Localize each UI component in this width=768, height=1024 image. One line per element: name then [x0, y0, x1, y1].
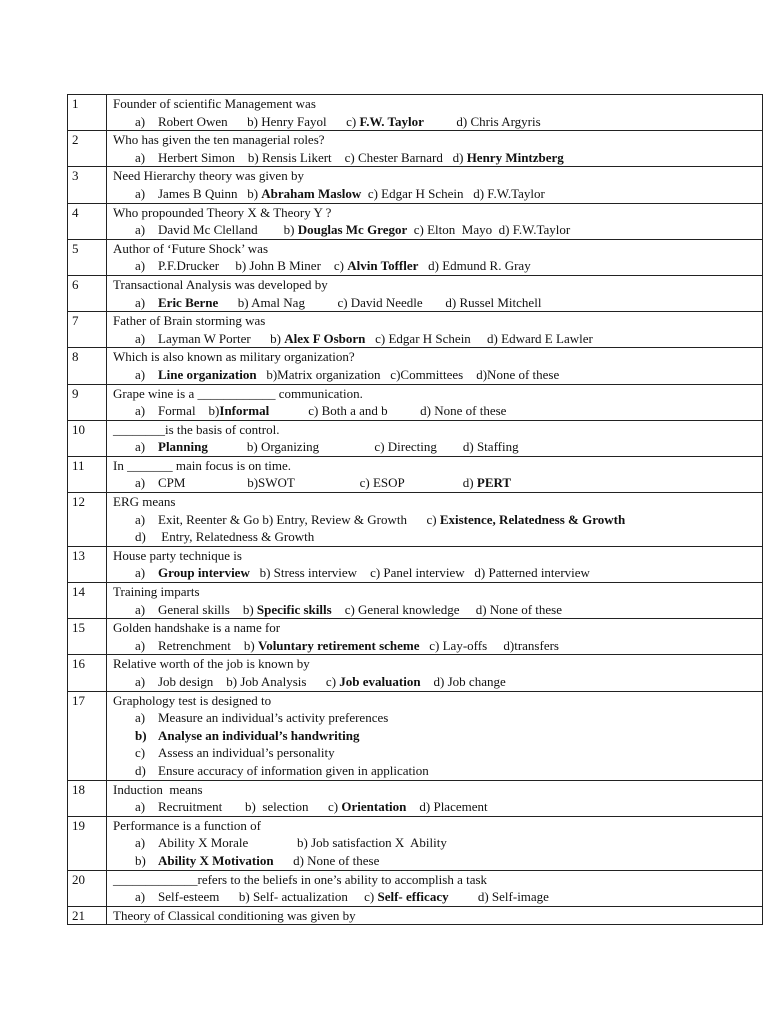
question-row — [68, 203, 763, 239]
option-label: a) — [135, 475, 146, 491]
question-number: 16 — [68, 655, 107, 691]
question-body — [107, 275, 763, 311]
option-label: c) — [135, 745, 146, 761]
question-row — [68, 583, 763, 619]
question-text: Theory of Classical conditioning was given by — [113, 907, 356, 923]
question-row — [68, 546, 763, 582]
question-body — [107, 456, 763, 492]
question-body — [107, 546, 763, 582]
question-text: ________is the basis of control. — [113, 421, 280, 437]
option-line — [113, 601, 762, 619]
option-text: Layman W Porter b) — [158, 330, 285, 346]
option-text: Recruitment b) selection c) — [158, 799, 342, 815]
question-text: Training imparts — [113, 584, 200, 600]
question-row — [68, 691, 763, 780]
correct-answer: Voluntary retirement scheme — [258, 637, 420, 653]
option-label: b) — [135, 852, 146, 868]
question-text: Father of Brain storming was — [113, 313, 266, 329]
question-body — [107, 493, 763, 547]
question-text: Founder of scientific Management was — [113, 96, 316, 111]
question-number: 14 — [68, 583, 107, 619]
correct-answer: PERT — [476, 475, 512, 491]
option-text: d) Placement — [406, 799, 488, 815]
option-text: c) Lay-offs d)transfers — [419, 637, 559, 653]
correct-answer: Henry Mintzberg — [466, 149, 564, 165]
option-label: a) — [135, 710, 146, 726]
question-body — [107, 95, 763, 131]
question-number: 4 — [68, 203, 107, 239]
option-line — [113, 709, 762, 727]
option-line — [113, 438, 762, 456]
question-text: Graphology test is designed to — [113, 692, 272, 708]
option-label: a) — [135, 565, 146, 581]
question-row — [68, 493, 763, 547]
question-text: Grape wine is a ____________ communication. — [113, 385, 363, 401]
question-text: Performance is a function of — [113, 817, 262, 833]
question-text: House party technique is — [113, 547, 242, 563]
question-text: Relative worth of the job is known by — [113, 656, 310, 672]
option-line — [113, 330, 762, 348]
option-line — [113, 762, 762, 780]
question-row — [68, 312, 763, 348]
question-row — [68, 420, 763, 456]
correct-answer: Alex F Osborn — [284, 330, 366, 346]
option-line — [113, 727, 762, 745]
question-table — [67, 94, 763, 925]
question-text: Who has given the ten managerial roles? — [113, 132, 325, 148]
option-text: Job design b) Job Analysis c) — [158, 674, 340, 689]
question-number: 2 — [68, 131, 107, 167]
correct-answer: Planning — [158, 439, 208, 455]
question-body — [107, 312, 763, 348]
question-number: 18 — [68, 780, 107, 816]
question-text: Transactional Analysis was developed by — [113, 276, 328, 292]
question-body — [107, 816, 763, 870]
option-text: Retrenchment b) — [158, 637, 258, 653]
option-line — [113, 798, 762, 816]
question-number: 10 — [68, 420, 107, 456]
question-number: 5 — [68, 239, 107, 275]
option-line — [113, 294, 762, 312]
option-text: Herbert Simon b) Rensis Likert c) Chester Barnard d) — [158, 149, 467, 165]
option-line — [113, 113, 762, 131]
option-line — [113, 888, 762, 906]
option-label: a) — [135, 835, 146, 851]
question-number: 3 — [68, 167, 107, 203]
option-text: Assess an individual’s personality — [158, 745, 335, 761]
option-text: b) Amal Nag c) David Needle d) Russel Mitchell — [218, 294, 542, 310]
question-number: 11 — [68, 456, 107, 492]
option-text: CPM b)SWOT c) ESOP d) — [158, 475, 477, 491]
option-line — [113, 637, 762, 655]
option-text: James B Quinn b) — [158, 185, 262, 201]
question-body — [107, 420, 763, 456]
option-text: Exit, Reenter & Go b) Entry, Review & Growth c) — [158, 511, 440, 527]
option-label: a) — [135, 601, 146, 617]
question-row — [68, 456, 763, 492]
option-text: b) Organizing c) Directing d) Staffing — [207, 439, 519, 455]
question-table-body — [68, 95, 763, 925]
question-text: _____________refers to the beliefs in one’s ability to accomplish a task — [113, 871, 488, 887]
option-label: a) — [135, 511, 146, 527]
option-label: a) — [135, 366, 146, 382]
question-body — [107, 131, 763, 167]
correct-answer: Douglas Mc Gregor — [297, 222, 408, 238]
option-label: b) — [135, 727, 147, 743]
correct-answer: Alvin Toffler — [347, 258, 419, 274]
question-number: 13 — [68, 546, 107, 582]
question-number: 20 — [68, 870, 107, 906]
option-line — [113, 221, 762, 239]
option-line — [113, 744, 762, 762]
option-text: d) Chris Argyris — [423, 113, 541, 129]
option-text: d) Job change — [420, 674, 506, 689]
option-line — [113, 366, 762, 384]
option-label: d) — [135, 762, 146, 778]
option-line — [113, 402, 762, 420]
question-row — [68, 348, 763, 384]
option-line — [113, 257, 762, 275]
question-row — [68, 131, 763, 167]
question-number: 12 — [68, 493, 107, 547]
option-text: c) Edgar H Schein d) Edward E Lawler — [365, 330, 593, 346]
question-row — [68, 655, 763, 691]
correct-answer: Specific skills — [256, 601, 332, 617]
option-text: d) None of these — [273, 852, 380, 868]
question-row — [68, 780, 763, 816]
option-line — [113, 564, 762, 582]
question-body — [107, 203, 763, 239]
option-text: Formal b) — [158, 403, 220, 419]
option-label: a) — [135, 222, 146, 238]
question-text: Induction means — [113, 781, 203, 797]
question-row — [68, 239, 763, 275]
correct-answer: Line organization — [158, 366, 257, 382]
option-line — [113, 474, 762, 492]
option-text: Self-esteem b) Self- actualization c) — [158, 889, 378, 905]
option-label: a) — [135, 403, 146, 419]
question-body — [107, 906, 763, 925]
option-line — [113, 852, 762, 870]
question-body — [107, 348, 763, 384]
option-text: b)Matrix organization c)Committees d)None of these — [256, 366, 560, 382]
option-label: a) — [135, 637, 146, 653]
question-text: Need Hierarchy theory was given by — [113, 168, 304, 184]
question-body — [107, 655, 763, 691]
option-label: d) — [135, 529, 146, 545]
option-label: a) — [135, 185, 146, 201]
option-label: a) — [135, 258, 146, 274]
question-row — [68, 167, 763, 203]
option-text: d) Self-image — [448, 889, 549, 905]
question-body — [107, 167, 763, 203]
correct-answer: Ability X Motivation — [158, 852, 274, 868]
option-text: David Mc Clelland b) — [158, 222, 298, 238]
option-text: Ensure accuracy of information given in application — [158, 762, 429, 778]
question-number: 17 — [68, 691, 107, 780]
option-line — [113, 834, 762, 852]
option-text: Measure an individual’s activity preferences — [158, 710, 389, 726]
question-row — [68, 870, 763, 906]
option-label: a) — [135, 330, 146, 346]
option-text: Entry, Relatedness & Growth — [158, 529, 315, 545]
option-line — [113, 185, 762, 203]
option-label: a) — [135, 113, 146, 129]
question-number: 19 — [68, 816, 107, 870]
option-text: c) Edgar H Schein d) F.W.Taylor — [361, 185, 545, 201]
question-row — [68, 906, 763, 925]
question-number: 7 — [68, 312, 107, 348]
correct-answer: Analyse an individual’s handwriting — [158, 727, 360, 743]
option-text: c) Elton Mayo d) F.W.Taylor — [407, 222, 571, 238]
correct-answer: Orientation — [341, 799, 407, 815]
question-text: Golden handshake is a name for — [113, 620, 281, 636]
option-line — [113, 149, 762, 167]
option-text: b) Stress interview c) Panel interview d) Patterned interview — [249, 565, 590, 581]
option-text: Ability X Morale b) Job satisfaction X Ability — [158, 835, 447, 851]
question-body — [107, 870, 763, 906]
correct-answer: Job evaluation — [339, 674, 421, 689]
correct-answer: F.W. Taylor — [359, 113, 424, 129]
question-number: 21 — [68, 906, 107, 925]
correct-answer: Self- efficacy — [377, 889, 449, 905]
option-text: c) Both a and b d) None of these — [269, 403, 507, 419]
question-body — [107, 239, 763, 275]
correct-answer: Abraham Maslow — [261, 185, 362, 201]
option-line — [113, 511, 762, 529]
question-row — [68, 384, 763, 420]
option-text: General skills b) — [158, 601, 257, 617]
question-text: Author of ‘Future Shock’ was — [113, 240, 269, 256]
option-label: a) — [135, 294, 146, 310]
question-text: ERG means — [113, 494, 176, 510]
question-text: In _______ main focus is on time. — [113, 457, 292, 473]
question-number: 6 — [68, 275, 107, 311]
option-label: a) — [135, 889, 146, 905]
question-body — [107, 583, 763, 619]
question-text: Which is also known as military organization? — [113, 349, 355, 365]
question-body — [107, 619, 763, 655]
question-text: Who propounded Theory X & Theory Y ? — [113, 204, 332, 220]
question-body — [107, 384, 763, 420]
option-label: a) — [135, 149, 146, 165]
question-row — [68, 619, 763, 655]
correct-answer: Informal — [219, 403, 270, 419]
option-label: a) — [135, 674, 146, 689]
question-number: 15 — [68, 619, 107, 655]
correct-answer: Group interview — [158, 565, 250, 581]
question-row — [68, 816, 763, 870]
option-text: d) Edmund R. Gray — [418, 258, 531, 274]
correct-answer: Eric Berne — [158, 294, 219, 310]
option-text: c) General knowledge d) None of these — [331, 601, 562, 617]
option-text: P.F.Drucker b) John B Miner c) — [158, 258, 348, 274]
option-label: a) — [135, 439, 146, 455]
question-number: 8 — [68, 348, 107, 384]
question-number: 9 — [68, 384, 107, 420]
question-body — [107, 780, 763, 816]
option-text: Robert Owen b) Henry Fayol c) — [158, 113, 360, 129]
question-body — [107, 691, 763, 780]
correct-answer: Existence, Relatedness & Growth — [439, 511, 626, 527]
option-line — [113, 528, 762, 546]
question-number: 1 — [68, 95, 107, 131]
question-row — [68, 95, 763, 131]
question-row — [68, 275, 763, 311]
option-label: a) — [135, 799, 146, 815]
option-line — [113, 673, 762, 691]
